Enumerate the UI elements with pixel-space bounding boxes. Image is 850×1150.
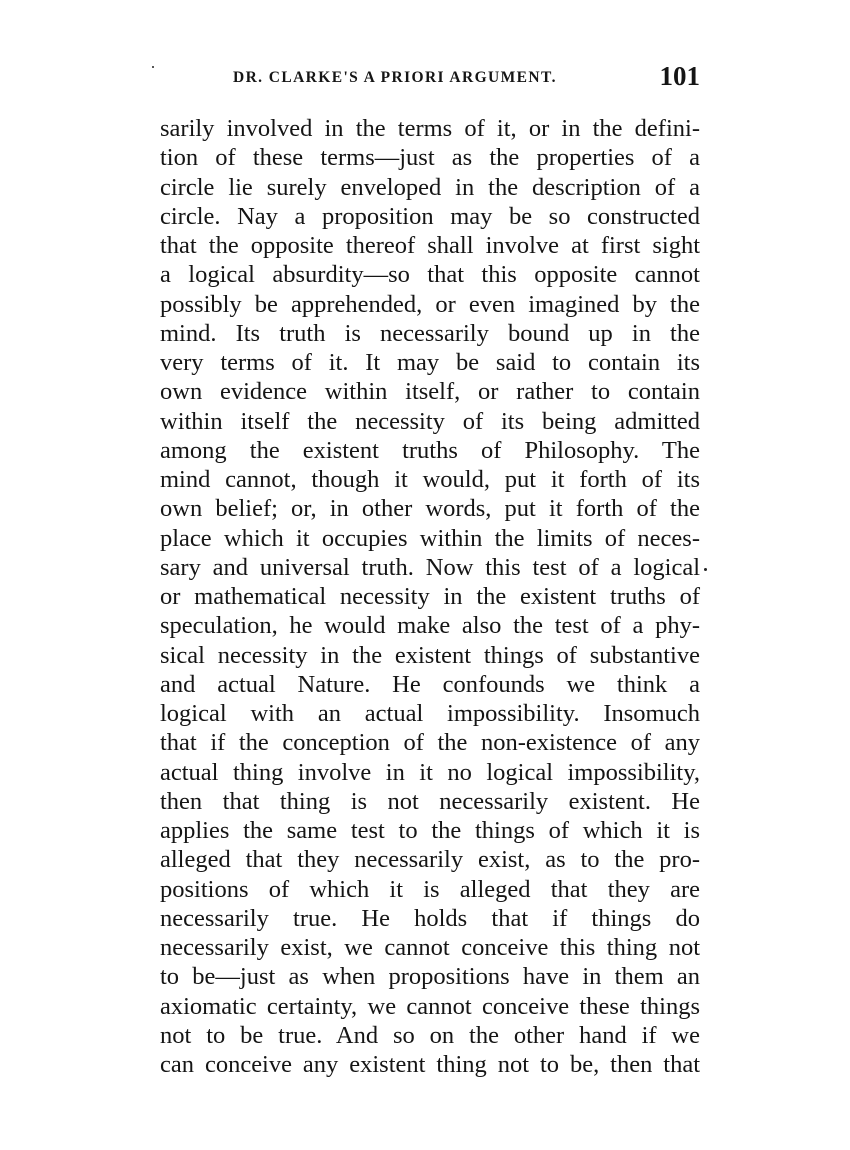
text-line: that the opposite thereof shall involve at first sight <box>160 232 700 259</box>
text-line: or mathematical necessity in the existent truths of <box>160 583 700 610</box>
text-line: necessarily exist, we cannot conceive this thing not <box>160 934 700 961</box>
text-line: circle. Nay a proposition may be so constructed <box>160 202 700 230</box>
text-line: among the existent truths of Philosophy. The <box>160 436 700 464</box>
print-speck <box>152 66 154 68</box>
text-line: applies the same test to the things of which it is <box>160 817 700 844</box>
text-line: possibly be apprehended, or even imagined by the <box>160 290 700 318</box>
text-line: and actual Nature. He confounds we think a <box>160 670 700 698</box>
text-line: alleged that they necessarily exist, as to the pro- <box>160 846 700 874</box>
text-line: actual thing involve in it no logical impossibility, <box>160 758 700 786</box>
text-line: tion of these terms—just as the properties of a <box>160 144 700 172</box>
text-line: positions of which it is alleged that they are <box>160 875 700 903</box>
text-line: to be—just as when propositions have in them an <box>160 963 700 991</box>
body-text <box>160 114 700 1079</box>
text-line: mind cannot, though it would, put it forth of its <box>160 466 700 493</box>
text-line: axiomatic certainty, we cannot conceive these things <box>160 992 700 1020</box>
text-line: that if the conception of the non-existence of any <box>160 729 700 757</box>
text-line: sary and universal truth. Now this test of a logical <box>160 553 700 581</box>
print-speck <box>704 568 707 571</box>
text-line: circle lie surely enveloped in the description of a <box>160 173 700 201</box>
running-head: DR. CLARKE'S A PRIORI ARGUMENT. <box>233 69 557 86</box>
text-line: can conceive any existent thing not to be, then that <box>160 1051 700 1078</box>
text-line: necessarily true. He holds that if things do <box>160 904 700 932</box>
text-line: then that thing is not necessarily existent. He <box>160 787 700 815</box>
text-line: very terms of it. It may be said to contain its <box>160 349 700 376</box>
text-line: logical with an actual impossibility. Insomuch <box>160 700 700 727</box>
text-line: not to be true. And so on the other hand if we <box>160 1021 700 1049</box>
text-line: sical necessity in the existent things of substantive <box>160 641 700 669</box>
text-line: place which it occupies within the limits of neces- <box>160 524 700 552</box>
text-line: within itself the necessity of its being admitted <box>160 407 700 435</box>
page-number: 101 <box>659 61 700 91</box>
text-line: speculation, he would make also the test of a phy- <box>160 612 700 640</box>
text-line: own evidence within itself, or rather to contain <box>160 378 700 406</box>
page-header <box>160 60 700 100</box>
text-line: a logical absurdity—so that this opposite cannot <box>160 261 700 289</box>
text-line: own belief; or, in other words, put it forth of the <box>160 495 700 523</box>
text-line: sarily involved in the terms of it, or in the defini- <box>160 115 700 142</box>
text-line: mind. Its truth is necessarily bound up in the <box>160 319 700 347</box>
